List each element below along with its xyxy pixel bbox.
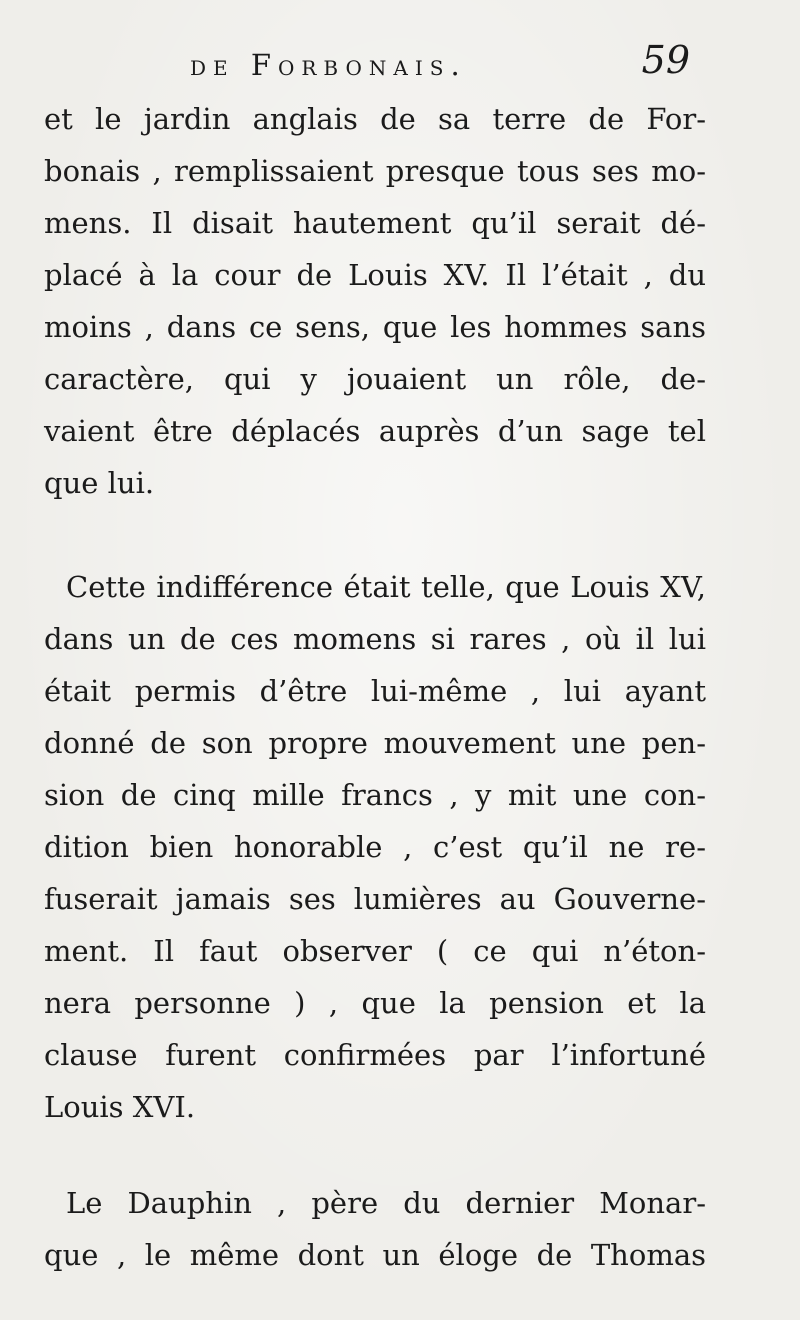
text-line: bonais , remplissaient presque tous ses mo- (44, 154, 706, 188)
text-line: sion de cinq mille francs , y mit une con- (44, 778, 706, 812)
text-line: mens. Il disait hautement qu’il serait dé- (44, 206, 706, 240)
text-line: moins , dans ce sens, que les hommes sans (44, 310, 706, 344)
text-line: Cette indifférence était telle, que Louis XV, (66, 570, 706, 604)
text-line: nera personne ) , que la pension et la (44, 986, 706, 1020)
text-line: ment. Il faut observer ( ce qui n’éton- (44, 934, 706, 968)
text-line: Louis XVI. (44, 1090, 196, 1124)
text-line: et le jardin anglais de sa terre de For- (44, 102, 706, 136)
text-line: donné de son propre mouvement une pen- (44, 726, 706, 760)
page-number: 59 (641, 38, 690, 82)
running-title: de Forbonais. (190, 48, 467, 82)
page-header (190, 38, 710, 98)
text-line: clause furent confirmées par l’infortuné (44, 1038, 706, 1072)
text-line: que lui. (44, 466, 155, 500)
paragraph-3 (44, 1177, 706, 1281)
text-line: était permis d’être lui-même , lui ayant (44, 674, 706, 708)
paragraph-2 (44, 561, 706, 1133)
text-line: Le Dauphin , père du dernier Monar- (66, 1186, 706, 1220)
text-line: fuserait jamais ses lumières au Gouverne- (44, 882, 706, 916)
text-line: que , le même dont un éloge de Thomas (44, 1238, 706, 1272)
text-line: vaient être déplacés auprès d’un sage tel (44, 414, 706, 448)
text-line: placé à la cour de Louis XV. Il l’était , du (44, 258, 706, 292)
text-line: dans un de ces momens si rares , où il lui (44, 622, 706, 656)
text-line: dition bien honorable , c’est qu’il ne re- (44, 830, 706, 864)
paragraph-1 (44, 93, 706, 509)
text-line: caractère, qui y jouaient un rôle, de- (44, 362, 706, 396)
